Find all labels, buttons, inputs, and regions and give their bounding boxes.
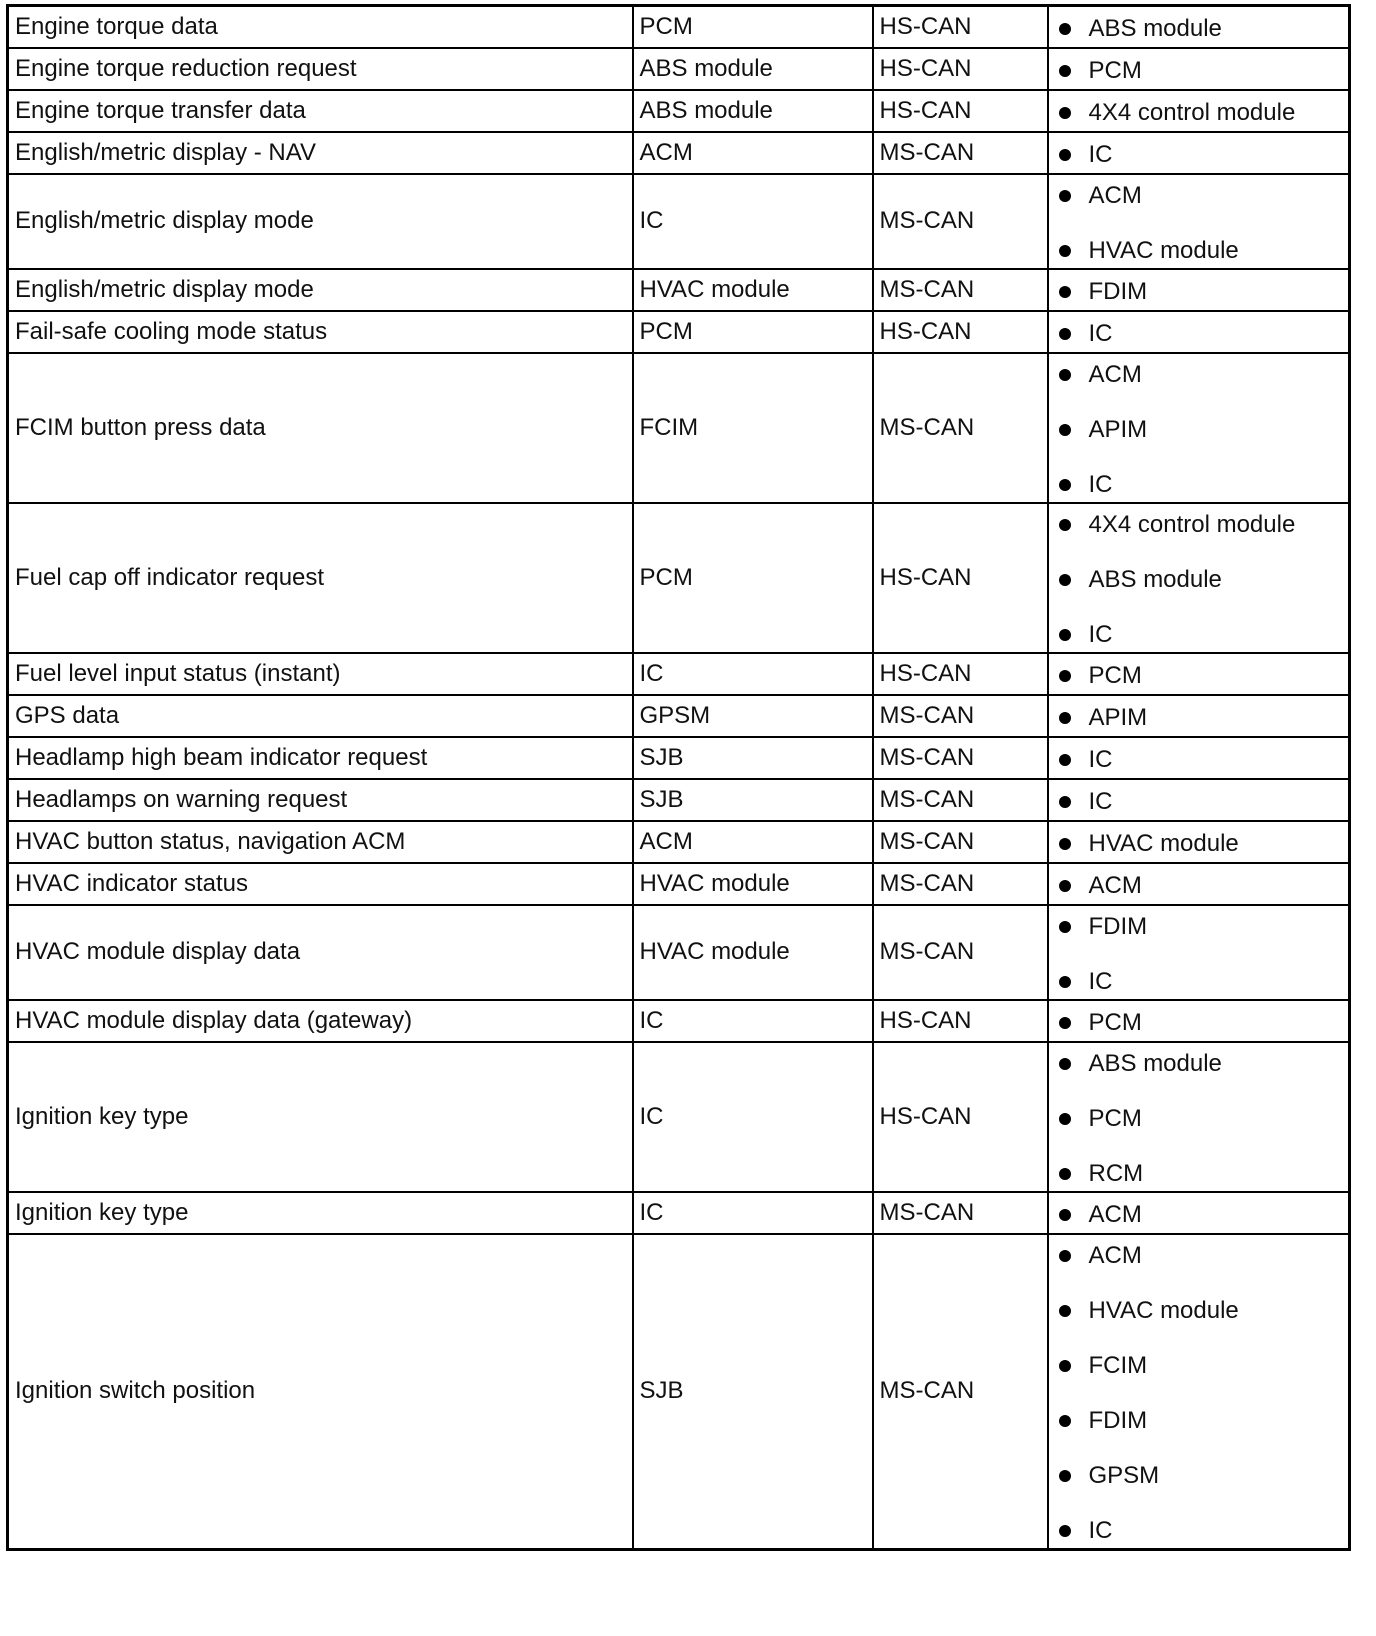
message-cell: FCIM button press data [8, 353, 633, 503]
receiver-item: FDIM [1055, 1406, 1343, 1436]
receiver-item: FCIM [1055, 1351, 1343, 1381]
network-message-table [6, 4, 1351, 1551]
receivers-cell [1048, 695, 1350, 737]
receivers-cell [1048, 6, 1350, 48]
message-cell: HVAC module display data [8, 905, 633, 1000]
table-row [8, 905, 1350, 1000]
table-row [8, 269, 1350, 311]
receiver-item: IC [1055, 967, 1343, 997]
originator-cell: PCM [633, 311, 873, 353]
receiver-list [1055, 8, 1343, 46]
table-body [8, 6, 1350, 1550]
receiver-item: PCM [1055, 56, 1343, 86]
network-cell: MS-CAN [873, 821, 1048, 863]
table-row [8, 353, 1350, 503]
table-row [8, 1042, 1350, 1192]
receiver-item: FDIM [1055, 277, 1343, 307]
receivers-cell [1048, 821, 1350, 863]
receivers-cell [1048, 503, 1350, 653]
receivers-cell [1048, 269, 1350, 311]
receivers-cell [1048, 1000, 1350, 1042]
originator-cell: ABS module [633, 48, 873, 90]
receiver-list [1055, 655, 1343, 693]
table-row [8, 1000, 1350, 1042]
receivers-cell [1048, 174, 1350, 269]
network-cell: MS-CAN [873, 695, 1048, 737]
receiver-item: IC [1055, 787, 1343, 817]
message-cell: Engine torque transfer data [8, 90, 633, 132]
receiver-item: IC [1055, 140, 1343, 170]
receiver-item: IC [1055, 470, 1343, 500]
receiver-list [1055, 1043, 1343, 1191]
network-cell: HS-CAN [873, 503, 1048, 653]
message-cell: Engine torque reduction request [8, 48, 633, 90]
table-row [8, 779, 1350, 821]
originator-cell: SJB [633, 1234, 873, 1550]
originator-cell: PCM [633, 503, 873, 653]
originator-cell: SJB [633, 737, 873, 779]
receiver-item: ACM [1055, 1241, 1343, 1271]
table-row [8, 821, 1350, 863]
originator-cell: ACM [633, 132, 873, 174]
receiver-item: IC [1055, 745, 1343, 775]
receivers-cell [1048, 653, 1350, 695]
message-cell: English/metric display mode [8, 269, 633, 311]
receiver-item: FDIM [1055, 912, 1343, 942]
originator-cell: FCIM [633, 353, 873, 503]
receivers-cell [1048, 737, 1350, 779]
receiver-item: IC [1055, 620, 1343, 650]
message-cell: English/metric display mode [8, 174, 633, 269]
network-cell: MS-CAN [873, 174, 1048, 269]
message-cell: Engine torque data [8, 6, 633, 48]
originator-cell: PCM [633, 6, 873, 48]
table-row [8, 311, 1350, 353]
receivers-cell [1048, 1042, 1350, 1192]
message-cell: Ignition key type [8, 1192, 633, 1234]
originator-cell: HVAC module [633, 863, 873, 905]
message-cell: HVAC indicator status [8, 863, 633, 905]
table-row [8, 863, 1350, 905]
receiver-item: 4X4 control module [1055, 98, 1343, 128]
message-cell: English/metric display - NAV [8, 132, 633, 174]
message-cell: Ignition switch position [8, 1234, 633, 1550]
network-message-table-page [6, 4, 1348, 1631]
receiver-list [1055, 271, 1343, 309]
message-cell: Headlamp high beam indicator request [8, 737, 633, 779]
message-cell: HVAC module display data (gateway) [8, 1000, 633, 1042]
table-row [8, 737, 1350, 779]
receiver-item: IC [1055, 319, 1343, 349]
receivers-cell [1048, 311, 1350, 353]
receivers-cell [1048, 353, 1350, 503]
table-row [8, 503, 1350, 653]
receiver-item: ABS module [1055, 14, 1343, 44]
receiver-item: ACM [1055, 871, 1343, 901]
receiver-list [1055, 354, 1343, 502]
table-row [8, 132, 1350, 174]
table-row [8, 6, 1350, 48]
receivers-cell [1048, 779, 1350, 821]
receiver-item: ABS module [1055, 565, 1343, 595]
receiver-list [1055, 134, 1343, 172]
originator-cell: IC [633, 1000, 873, 1042]
receiver-item: ACM [1055, 181, 1343, 211]
receiver-item: RCM [1055, 1159, 1343, 1189]
receiver-item: ABS module [1055, 1049, 1343, 1079]
receiver-item: PCM [1055, 1008, 1343, 1038]
receiver-list [1055, 1002, 1343, 1040]
receivers-cell [1048, 1192, 1350, 1234]
receiver-list [1055, 697, 1343, 735]
network-cell: HS-CAN [873, 48, 1048, 90]
receiver-item: PCM [1055, 1104, 1343, 1134]
receiver-list [1055, 781, 1343, 819]
receivers-cell [1048, 1234, 1350, 1550]
network-cell: MS-CAN [873, 737, 1048, 779]
receiver-list [1055, 865, 1343, 903]
receiver-item: HVAC module [1055, 236, 1343, 266]
network-cell: MS-CAN [873, 779, 1048, 821]
network-cell: HS-CAN [873, 311, 1048, 353]
receivers-cell [1048, 132, 1350, 174]
originator-cell: IC [633, 1192, 873, 1234]
receiver-list [1055, 175, 1343, 268]
receiver-list [1055, 313, 1343, 351]
receivers-cell [1048, 863, 1350, 905]
message-cell: Ignition key type [8, 1042, 633, 1192]
network-cell: HS-CAN [873, 653, 1048, 695]
table-row [8, 1234, 1350, 1550]
table-row [8, 1192, 1350, 1234]
originator-cell: IC [633, 174, 873, 269]
network-cell: MS-CAN [873, 905, 1048, 1000]
originator-cell: HVAC module [633, 905, 873, 1000]
table-row [8, 695, 1350, 737]
originator-cell: GPSM [633, 695, 873, 737]
receiver-item: IC [1055, 1516, 1343, 1546]
message-cell: Fail-safe cooling mode status [8, 311, 633, 353]
network-cell: MS-CAN [873, 863, 1048, 905]
receiver-item: PCM [1055, 661, 1343, 691]
originator-cell: ACM [633, 821, 873, 863]
originator-cell: SJB [633, 779, 873, 821]
table-row [8, 174, 1350, 269]
message-cell: Headlamps on warning request [8, 779, 633, 821]
receiver-item: HVAC module [1055, 829, 1343, 859]
receiver-list [1055, 92, 1343, 130]
receiver-list [1055, 823, 1343, 861]
table-row [8, 653, 1350, 695]
receiver-item: HVAC module [1055, 1296, 1343, 1326]
receiver-list [1055, 1194, 1343, 1232]
network-cell: MS-CAN [873, 1234, 1048, 1550]
message-cell: Fuel cap off indicator request [8, 503, 633, 653]
receiver-list [1055, 504, 1343, 652]
receiver-list [1055, 739, 1343, 777]
network-cell: HS-CAN [873, 6, 1048, 48]
receiver-item: ACM [1055, 360, 1343, 390]
network-cell: MS-CAN [873, 353, 1048, 503]
originator-cell: ABS module [633, 90, 873, 132]
receiver-list [1055, 50, 1343, 88]
network-cell: HS-CAN [873, 90, 1048, 132]
receiver-item: ACM [1055, 1200, 1343, 1230]
originator-cell: HVAC module [633, 269, 873, 311]
network-cell: MS-CAN [873, 1192, 1048, 1234]
network-cell: HS-CAN [873, 1000, 1048, 1042]
message-cell: GPS data [8, 695, 633, 737]
message-cell: Fuel level input status (instant) [8, 653, 633, 695]
receivers-cell [1048, 90, 1350, 132]
receivers-cell [1048, 48, 1350, 90]
receiver-list [1055, 1235, 1343, 1548]
receivers-cell [1048, 905, 1350, 1000]
receiver-list [1055, 906, 1343, 999]
network-cell: MS-CAN [873, 132, 1048, 174]
network-cell: MS-CAN [873, 269, 1048, 311]
table-row [8, 90, 1350, 132]
originator-cell: IC [633, 653, 873, 695]
originator-cell: IC [633, 1042, 873, 1192]
receiver-item: APIM [1055, 415, 1343, 445]
receiver-item: 4X4 control module [1055, 510, 1343, 540]
receiver-item: APIM [1055, 703, 1343, 733]
network-cell: HS-CAN [873, 1042, 1048, 1192]
message-cell: HVAC button status, navigation ACM [8, 821, 633, 863]
receiver-item: GPSM [1055, 1461, 1343, 1491]
table-row [8, 48, 1350, 90]
